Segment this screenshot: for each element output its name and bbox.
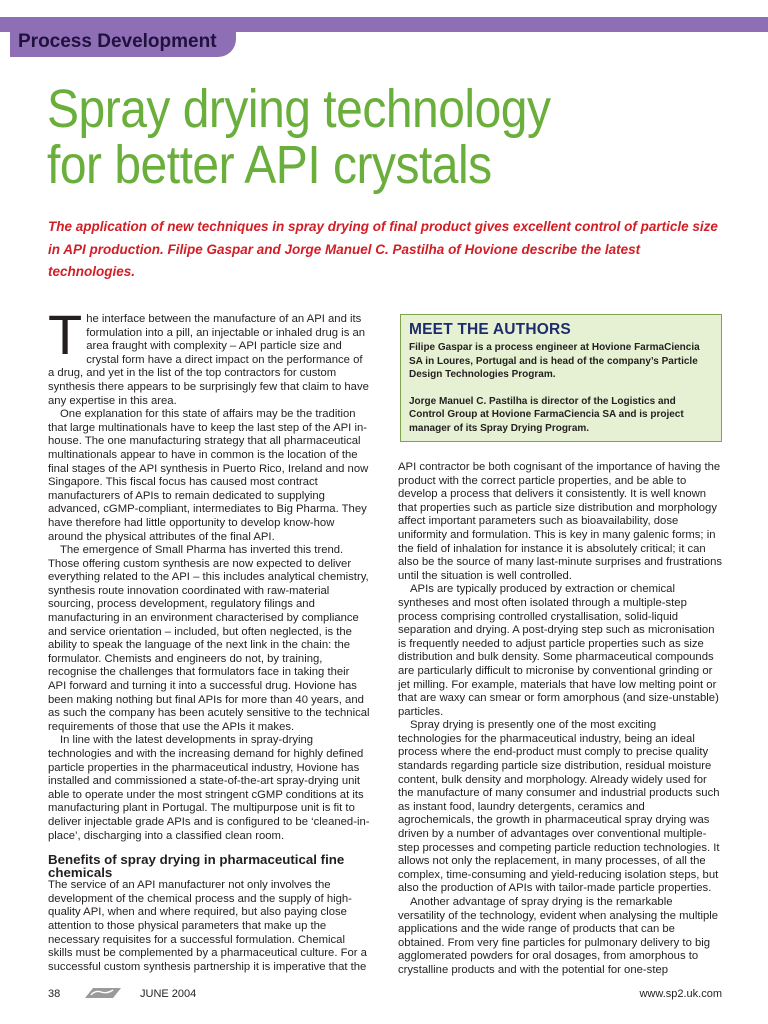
- drop-cap: T: [48, 303, 83, 366]
- body-paragraph: In line with the latest developments in spray-drying technologies and with the increasing demand for highly defined particle properties in the pharmaceutical industry, Hovione has installed and commissioned a state-of-the-art spray-drying unit able to operate under the most stringent cGMP conditions at its manufacturing plant in Portugal. The multipurpose unit is fit to deliver injectable grade APIs and is configured to be ‘cleaned-in-place’, discharging into a classified clean room.: [48, 734, 370, 842]
- authors-box-heading: MEET THE AUTHORS: [409, 321, 571, 338]
- author-bio: Filipe Gaspar is a process engineer at Hovione FarmaCiencia SA in Loures, Portugal and is head of the company’s Particle Design Technologies Program.: [409, 342, 700, 380]
- body-paragraph: The emergence of Small Pharma has inverted this trend. Those offering custom synthesis are now expected to deliver everything related to the API – this includes analytical chemistry, synthesis route innovation coordinated with raw-material sourcing, process development, regulatory filings and manufacturing in an environment characterised by compliance and service orientation – included, but often neglected, is the ability to speak the language of the next link in the chain: the formulator. Chemists and engineers do not, by training, recognise the challenges that formulators face in taking their API forward and turning it into a successful drug. Hovione has been making nothing but final APIs for more than 40 years, and as such the company has been acutely sensitive to the technical requirements of those that use the APIs it makes.: [48, 544, 370, 733]
- body-paragraph: he interface between the manufacture of an API and its formulation into a pill, an injectable or inhaled drug is an area fraught with complexity – API particle size and crystal form have a direct impact on the performance of a drug, and yet in the list of the top contractors for custom synthesis there appears to be surprisingly few that claim to have any expertise in this area.: [48, 313, 369, 407]
- section-tab: [10, 26, 236, 57]
- left-column: [48, 303, 370, 974]
- body-paragraph: One explanation for this state of affairs may be the tradition that large multinationals have to keep the last step of the API in-house. The one manufacturing strategy that all pharmaceutical multinationals appear to have in common is the location of the final stages of the API synthesis in Puerto Rico, Ireland and now Singapore. This fiscal focus has caused most contract manufacturers of APIs to remain dedicated to supplying advanced, cGMP-compliant, intermediates to Big Pharma. They have therefore had little opportunity to develop know-how around the physical attributes of the final API.: [48, 408, 369, 543]
- article-title: [47, 79, 747, 196]
- body-paragraph: API contractor be both cognisant of the importance of having the product with the correct particle properties, and be able to develop a process that delivers it consistently. It is well known that properties such as particle size distribution and morphology affect important parameters such as bioavailability, dose uniformity and formulation. This is key in many galenic forms; in the field of inhalation for instance it is absolutely critical; it can also be the source of many last-minute surprises and frustrations until the situation is well controlled.: [398, 461, 722, 582]
- website-link[interactable]: www.sp2.uk.com: [639, 988, 722, 1000]
- body-paragraph: APIs are typically produced by extraction or chemical syntheses and most often isolated through a multiple-step process comprising controlled crystallisation, solid-liquid separation and drying. A post-drying step such as micronisation is frequently needed to adjust particle properties such as size distribution and bulk density. Some pharmaceutical compounds are particularly difficult to micronise by conventional grinding or jet milling. For example, materials that have low melting point or that are waxy can smear or form amorphous (and size-unstable) particles.: [398, 583, 719, 718]
- title-line-2: for better API crystals: [47, 135, 492, 196]
- body-paragraph: The service of an API manufacturer not only involves the development of the chemical process and the supply of high-quality API, when and where required, but also paying close attention to those physical parameters that make up the necessary requisites for a successful formulation. Chemical skills must be complemented by a pharmaceutical culture. For a successful custom synthesis partnership it is imperative that the: [48, 879, 367, 973]
- right-column: [398, 461, 722, 978]
- meet-the-authors-box: [400, 314, 722, 442]
- author-bio: Jorge Manuel C. Pastilha is director of the Logistics and Control Group at Hovione FarmaCiencia SA and is project manager of its Spray Drying Program.: [409, 395, 684, 434]
- title-line-1: Spray drying technology: [47, 79, 551, 140]
- section-subheading: Benefits of spray drying in pharmaceutical fine chemicals: [48, 852, 345, 881]
- sp2-logo-icon: [83, 986, 123, 1000]
- issue-date: JUNE 2004: [140, 988, 197, 1000]
- page-number: 38: [48, 988, 61, 1000]
- section-label: Process Development: [18, 31, 217, 52]
- body-paragraph: Spray drying is presently one of the most exciting technologies for the pharmaceutical industry, being an ideal process where the end-product must comply to precise quality standards regarding particle size distribution, residual moisture content, bulk density and morphology. Already widely used for the manufacture of many consumer and industrial products such as instant food, laundry detergents, ceramics and agrochemicals, the growth in pharmaceutical spray drying was driven by a number of advantages over conventional multiple-step processes and competing particle reduction technologies. It allows not only the replacement, in many processes, of all the complex, time-consuming and yield-reducing isolation steps, but also the production of APIs with tailor-made particle properties.: [398, 719, 720, 895]
- body-paragraph: Another advantage of spray drying is the remarkable versatility of the technology, evident when analysing the multiple applications and the wide range of products that can be obtained. From very fine particles for pulmonary delivery to big agglomerated powders for oral dosages, from amorphous to crystalline products and with the potential for one-step: [398, 896, 719, 976]
- article-standfirst: The application of new techniques in spray drying of final product gives excellent control of particle size in API production. Filipe Gaspar and Jorge Manuel C. Pastilha of Hovione describe the latest technologies.: [48, 219, 718, 279]
